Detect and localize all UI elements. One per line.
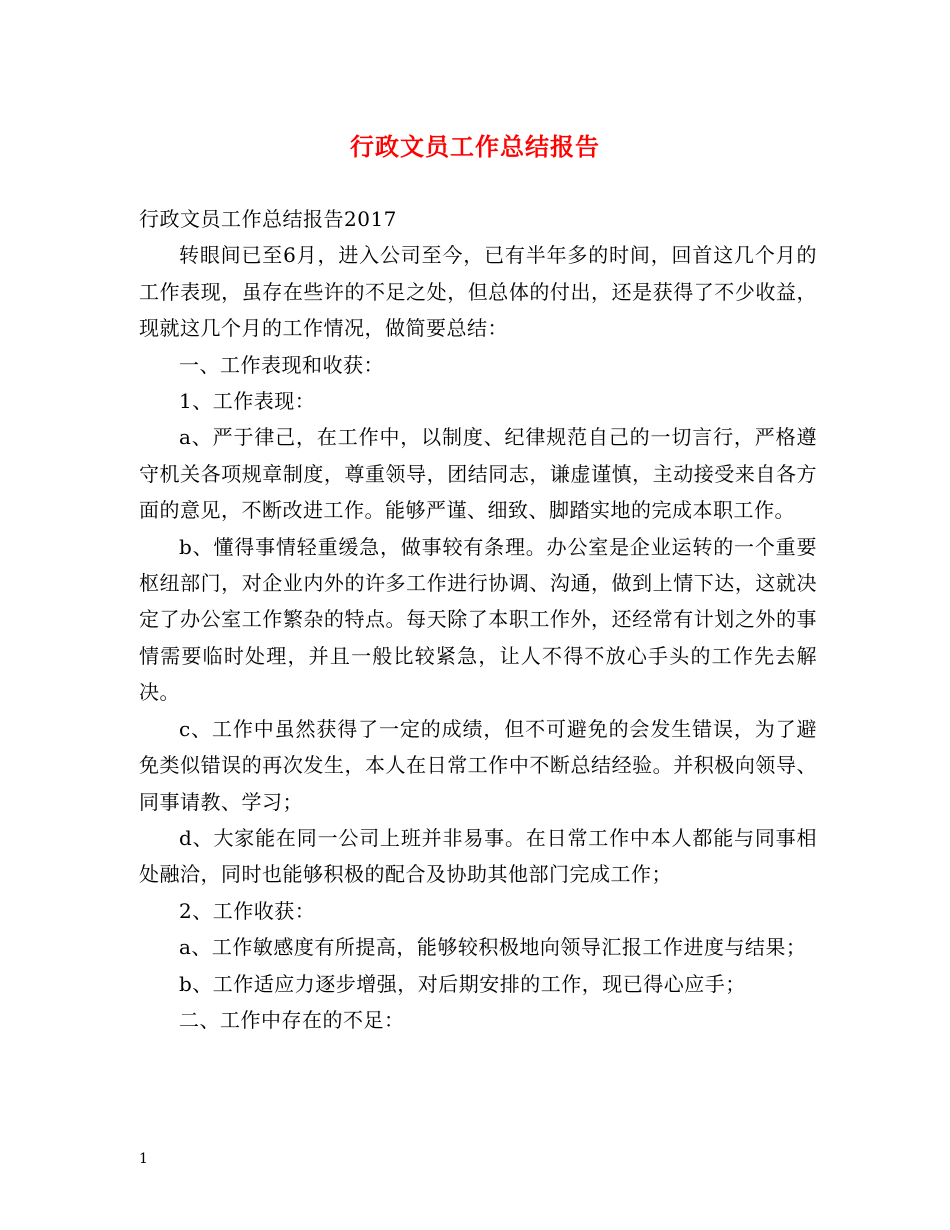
paragraph-intro: 转眼间已至6月，进入公司至今，已有半年多的时间，回首这几个月的工作表现，虽存在些许的不足之处，但总体的付出，还是获得了不少收益，现就这几个月的工作情况，做简要总结： (139, 243, 817, 341)
document-title: 行政文员工作总结报告 (350, 132, 600, 161)
paragraph-item-d: d、大家能在同一公司上班并非易事。在日常工作中本人都能与同事相处融洽，同时也能够积极的配合及协助其他部门完成工作； (139, 825, 817, 887)
section-heading-performance: 一、工作表现和收获： (179, 352, 384, 377)
document-subtitle: 行政文员工作总结报告2017 (139, 207, 397, 231)
paragraph-item-a: a、严于律己，在工作中，以制度、纪律规范自己的一切言行，严格遵守机关各项规章制度，尊重领导，团结同志，谦虚谨慎，主动接受来自各方面的意见，不断改进工作。能够严谨、细致、脚踏实地的完成本职工作。 (139, 425, 817, 523)
paragraph-gain-b: b、工作适应力逐步增强，对后期安排的工作，现已得心应手； (179, 971, 746, 996)
paragraph-item-b: b、懂得事情轻重缓急，做事较有条理。办公室是企业运转的一个重要枢纽部门，对企业内外的许多工作进行协调、沟通，做到上情下达，这就决定了办公室工作繁杂的特点。每天除了本职工作外，还经常有计划之外的事情需要临时处理，并且一般比较紧急，让人不得不放心手头的工作先去解决。 (139, 534, 817, 705)
section-heading-shortcomings: 二、工作中存在的不足： (179, 1007, 405, 1032)
paragraph-item-c: c、工作中虽然获得了一定的成绩，但不可避免的会发生错误，为了避免类似错误的再次发生，本人在日常工作中不断总结经验。并积极向领导、同事请教、学习； (139, 716, 817, 814)
subsection-heading-work-performance: 1、工作表现： (179, 389, 316, 414)
page-number: 1 (139, 1151, 148, 1167)
subsection-heading-gains: 2、工作收获： (179, 898, 316, 923)
document-body (139, 201, 817, 1038)
paragraph-gain-a: a、工作敏感度有所提高，能够较积极地向领导汇报工作进度与结果； (179, 935, 807, 960)
